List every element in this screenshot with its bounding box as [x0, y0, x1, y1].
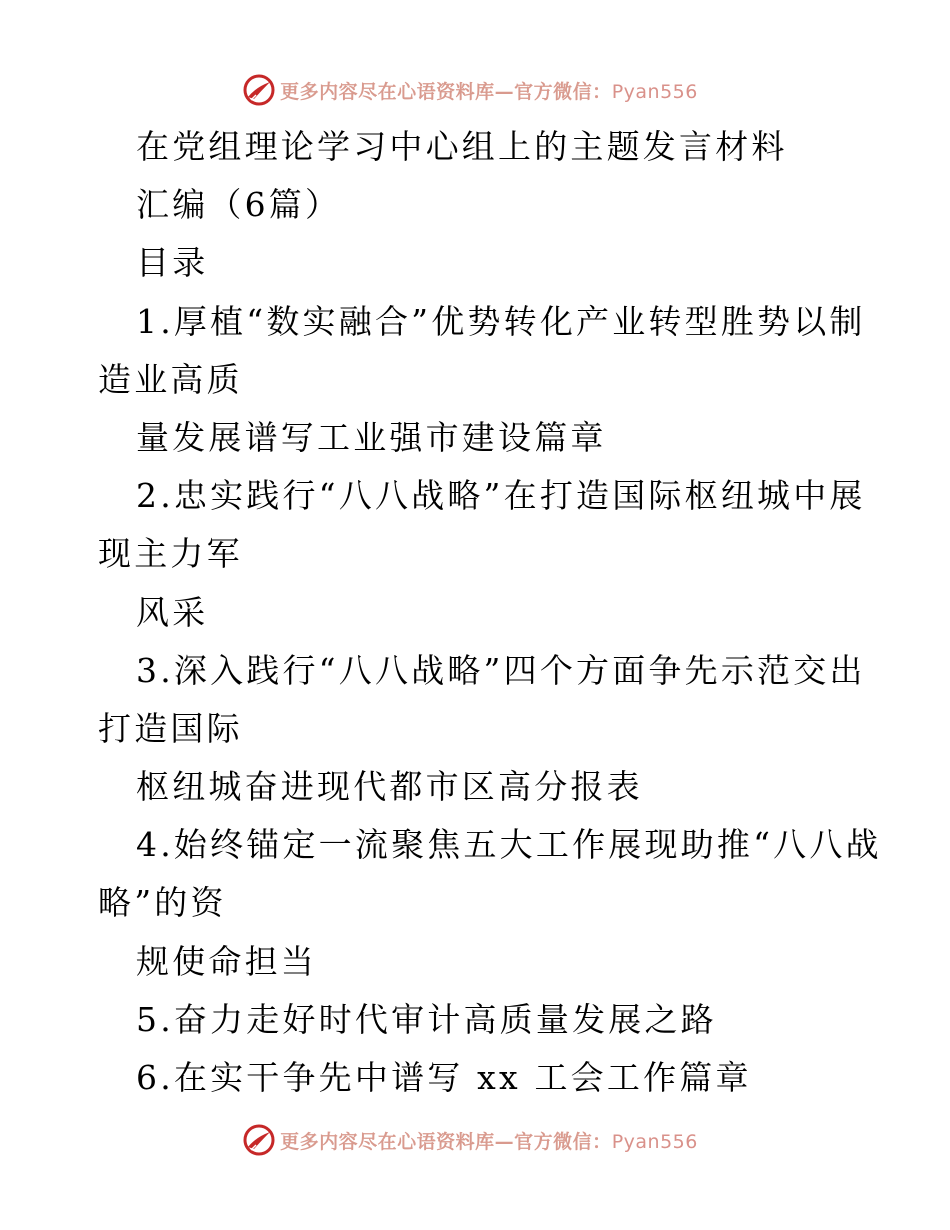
document-line: 现主力军 — [98, 534, 243, 574]
pen-logo-icon — [242, 73, 276, 107]
document-line: 3.深入践行“八八战略”四个方面争先示范交出 — [136, 650, 866, 690]
watermark-official: 官方微信： — [514, 1130, 612, 1153]
watermark-separator: — — [494, 80, 515, 103]
document-line: 打造国际 — [98, 708, 243, 748]
document-line: 1.厚植“数实融合”优势转化产业转型胜势以制 — [136, 301, 866, 341]
document-line: 2.忠实践行“八八战略”在打造国际枢纽城中展 — [136, 476, 866, 516]
watermark-group — [242, 73, 698, 107]
pen-logo-icon — [242, 1123, 276, 1157]
footer-watermark — [0, 1120, 950, 1160]
document-body — [98, 118, 882, 1107]
watermark-main: 更多内容尽在心语资料库 — [280, 80, 495, 103]
watermark-official: 官方微信： — [514, 80, 612, 103]
watermark-text — [280, 77, 698, 104]
document-line: 目录 — [136, 243, 209, 283]
document-line: 在党组理论学习中心组上的主题发言材料 — [136, 127, 788, 166]
watermark-main: 更多内容尽在心语资料库 — [280, 1130, 495, 1153]
watermark-text — [280, 1127, 698, 1154]
document-line: 略”的资 — [98, 883, 227, 923]
document-line: 4.始终锚定一流聚焦五大工作展现助推“八八战 — [136, 825, 882, 865]
document-line: 5.奋力走好时代审计高质量发展之路 — [136, 999, 717, 1039]
document-line: 规使命担当 — [136, 941, 317, 981]
document-line: 风采 — [136, 592, 209, 632]
watermark-wechat-id: Pyan556 — [611, 80, 698, 103]
document-line: 6.在实干争先中谱写 xx 工会工作篇章 — [136, 1058, 752, 1097]
document-line: 量发展谱写工业强市建设篇章 — [136, 417, 607, 457]
header-watermark — [0, 70, 950, 110]
document-line: 枢纽城奋进现代都市区高分报表 — [136, 767, 643, 807]
document-line: 汇编（6篇） — [136, 185, 342, 225]
document-line: 造业高质 — [98, 359, 243, 399]
watermark-separator: — — [494, 1130, 515, 1153]
watermark-group — [242, 1123, 698, 1157]
watermark-wechat-id: Pyan556 — [611, 1130, 698, 1153]
